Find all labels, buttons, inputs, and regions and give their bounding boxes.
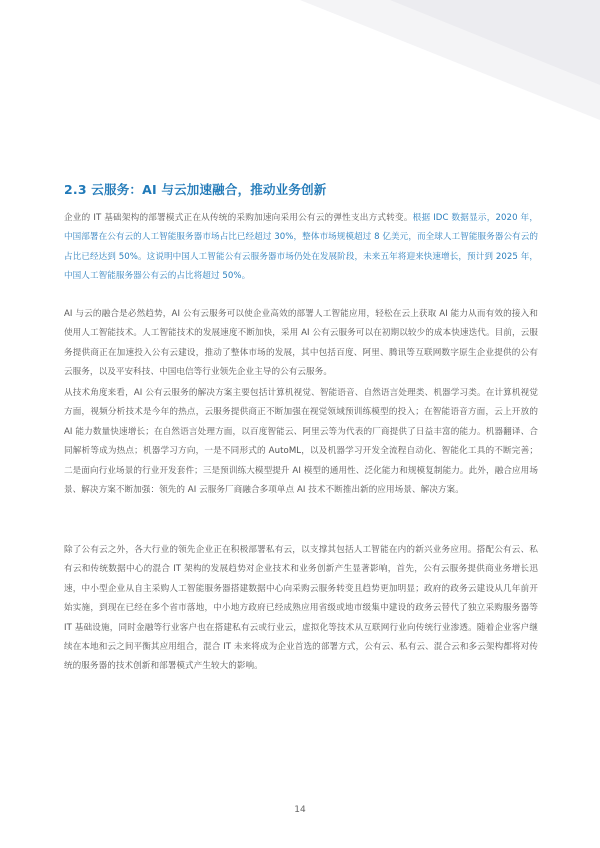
paragraph-1-intro: 企业的 IT 基础架构的部署模式正在从传统的采购加速向采用公有云的弹性支出方式转变。 — [64, 213, 413, 223]
paragraph-2: AI 与云的融合是必然趋势，AI 公有云服务可以使企业高效的部署人工智能应用，轻松在云上获取 AI 能力从而有效的接入和使用人工智能技术。人工智能技术的发展速度不断加快，采用 AI 公有云服务可以在初期以较少的成本快速迭代。目前，云服务提供商正在加速投入公有云建设，推动了整体市场的发展，其中包括百度、阿里、腾讯等互联网数字原生企业提供的公有云服务，以及平安科技、中国电信等行业领先企业主导的公有云服务。 — [64, 309, 538, 378]
paragraph-1-highlight: 根据 IDC 数据显示，2020 年，中国部署在公有云的人工智能服务器市场占比已经超过 30%，整体市场规模超过 8 亿美元，而全球人工智能服务器公有云的占比已经达到 50%。这说明中国人工智能公有云服务器市场仍处在发展阶段，未来五年将迎来快速增长，预计到 2025 年，中国人工智能服务器公有云的占比将超过 50%。 — [64, 213, 538, 282]
section-title: 2.3 云服务：AI 与云加速融合，推动业务创新 — [64, 182, 327, 197]
page-number: 14 — [294, 805, 306, 815]
paragraph-4: 除了公有云之外，各大行业的领先企业正在积极部署私有云，以支撑其包括人工智能在内的新兴业务应用。搭配公有云、私有云和传统数据中心的混合 IT 架构的发展趋势对企业技术和业务创新产生显著影响，首先，公有云服务提供商业务增长迅速，中小型企业从自主采购人工智能服务器搭建数据中心向采购云服务转变且趋势更加明显；政府的政务云建设从几年前开始实施，到现在已经在多个省市落地，中小地方政府已经成熟应用省级或地市级集中建设的政务云替代了独立采购服务器等 IT 基础设施，同时金融等行业客户也在搭建私有云或行业云，虚拟化等技术从互联网行业向传统行业渗透。随着企业客户继续在本地和云之间平衡其应用组合，混合 IT 未来将成为企业首选的部署方式，公有云、私有云、混合云和多云架构都将对传统的服务器的技术创新和部署模式产生较大的影响。 — [64, 545, 538, 672]
paragraph-3: 从技术角度来看，AI 公有云服务的解决方案主要包括计算机视觉、智能语音、自然语言处理类、机器学习类。在计算机视觉方面，视频分析技术是今年的热点，云服务提供商正不断加强在视觉领域预训练模型的投入；在智能语音方面，云上开放的 AI 能力数量快速增长；在自然语言处理方面，以百度智能云、阿里云等为代表的厂商提供了日益丰富的能力。机器翻译、合同解析等成为热点；机器学习方向，一是不同形式的 AutoML，以及机器学习开发全流程自动化、智能化工具的不断完善；二是面向行业场景的行业开发套件；三是预训练大模型提升 AI 模型的通用性、泛化能力和规模复制能力。此外，融合应用场景、解决方案不断加强：领先的 AI 云服务厂商融合多项单点 AI 技术不断推出新的应用场景、解决方案。 — [64, 388, 538, 496]
corner-decoration — [300, 0, 600, 120]
paragraph-1 — [64, 209, 538, 287]
